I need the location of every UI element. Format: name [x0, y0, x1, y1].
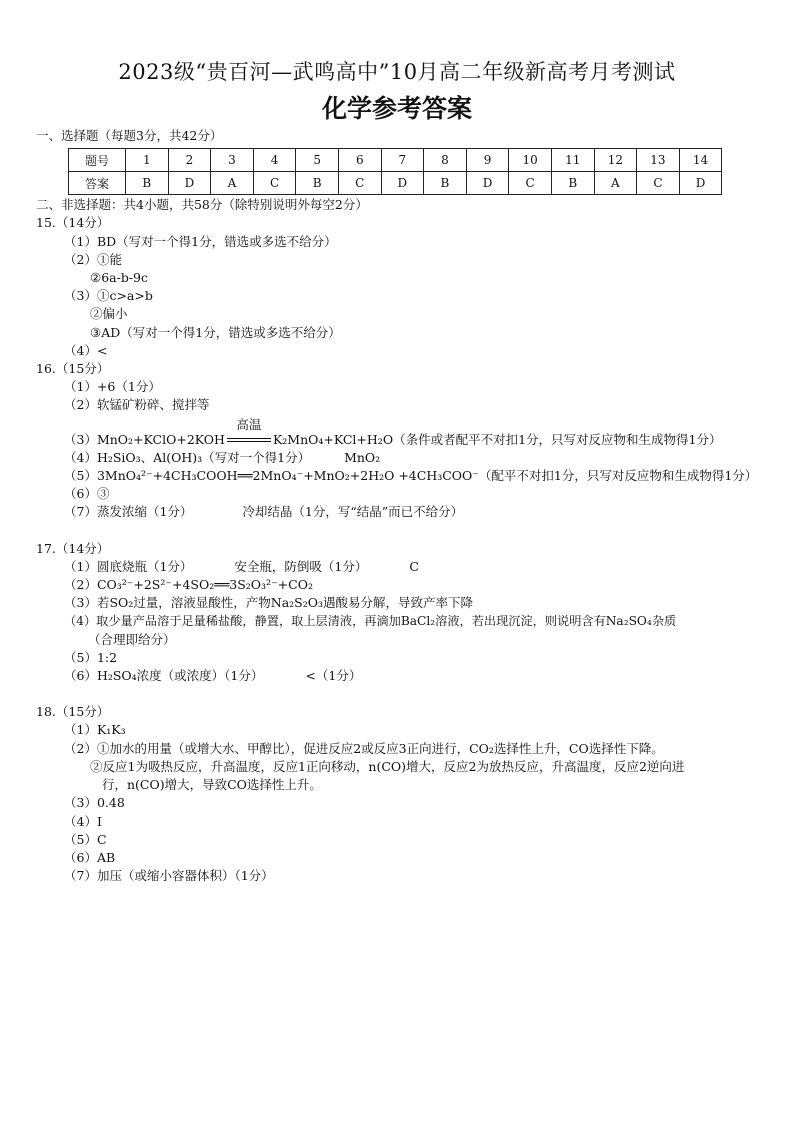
- q18-line: （7）加压（或缩小容器体积）（1分）: [64, 868, 274, 884]
- mc-heading: 一、选择题（每题3分，共42分）: [36, 128, 223, 143]
- mc-answer-table: [68, 148, 722, 195]
- equation-products: K₂MnO₄+KCl+H₂O（条件或者配平不对扣1分，只写对反应物和生成物得1分）: [272, 431, 722, 447]
- q17-line-part: C: [409, 558, 419, 574]
- table-cell: 6: [338, 149, 381, 172]
- q16-line: [36, 449, 776, 467]
- q18-heading: 18.（15分）: [36, 704, 110, 720]
- reaction-condition: [225, 416, 273, 449]
- table-cell: C: [338, 172, 381, 195]
- table-cell: 1: [126, 149, 169, 172]
- nonmc-heading: 二、非选择题：共4小题，共58分（除特别说明外每空2分）: [36, 197, 368, 213]
- q18-line: （4）I: [64, 813, 102, 829]
- table-cell: 13: [637, 149, 680, 172]
- q17-line: [36, 558, 776, 576]
- table-cell: 12: [594, 149, 637, 172]
- q15-line: （2）①能: [64, 251, 122, 267]
- row-label-number: 题号: [69, 149, 126, 172]
- q16-line: （6）③: [64, 486, 110, 502]
- table-cell: 10: [509, 149, 552, 172]
- q16-equation-line: [36, 416, 776, 449]
- q17-line: （2）CO₃²⁻+2S²⁻+4SO₂══3S₂O₃²⁻+CO₂: [64, 577, 313, 593]
- table-cell: D: [168, 172, 211, 195]
- table-cell: D: [679, 172, 722, 195]
- q18-line: （2）①加水的用量（或增大水、甲醇比），促进反应2或反应3正向进行，CO₂选择性上升，CO选择性下降。: [64, 740, 664, 756]
- equation-reactants: （3）MnO₂+KClO+2KOH: [64, 431, 225, 447]
- q16-line: （1）+6（1分）: [64, 379, 161, 395]
- table-cell: D: [381, 172, 424, 195]
- q17-line-part: <（1分）: [305, 668, 362, 684]
- table-cell: A: [211, 172, 254, 195]
- q17-line-part: （6）H₂SO₄浓度（或浓度）（1分）: [64, 668, 264, 684]
- q18-line: ②反应1为吸热反应，升高温度，反应1正向移动，n(CO)增大，反应2为放热反应，升高温度，反应2逆向进: [90, 758, 685, 774]
- q18-line: （3）0.48: [64, 795, 125, 811]
- table-cell: B: [126, 172, 169, 195]
- table-cell: B: [296, 172, 339, 195]
- table-cell: D: [466, 172, 509, 195]
- page-subtitle: 化学参考答案: [321, 94, 472, 123]
- q18-line: （6）AB: [64, 849, 116, 865]
- q15-heading: 15.（14分）: [36, 215, 110, 231]
- table-cell: B: [551, 172, 594, 195]
- q16-line-part: MnO₂: [344, 449, 381, 465]
- table-cell: 5: [296, 149, 339, 172]
- q17-line: （合理即给分）: [88, 631, 176, 647]
- q17-line-part: 安全瓶，防倒吸（1分）: [234, 558, 368, 574]
- table-row-answers: [69, 172, 722, 195]
- q18-line: （5）C: [64, 831, 107, 847]
- q15-line: ③AD（写对一个得1分，错选或多选不给分）: [90, 324, 341, 340]
- q15-line: ②6a-b-9c: [90, 270, 149, 286]
- q15-line: （3）①c>a>b: [64, 288, 153, 304]
- q17-line-part: （1）圆底烧瓶（1分）: [64, 558, 193, 574]
- table-cell: 4: [253, 149, 296, 172]
- q16-line-part: （7）蒸发浓缩（1分）: [64, 504, 193, 520]
- table-cell: 8: [424, 149, 467, 172]
- q18-line: 行，n(CO)增大，导致CO选择性上升。: [102, 777, 322, 793]
- table-cell: 2: [168, 149, 211, 172]
- equals-sign: [227, 438, 271, 442]
- row-label-answer: 答案: [69, 172, 126, 195]
- q16-heading: 16.（15分）: [36, 361, 110, 377]
- q17-heading: 17.（14分）: [36, 540, 110, 556]
- q16-line: [36, 503, 776, 521]
- table-cell: C: [509, 172, 552, 195]
- table-cell: A: [594, 172, 637, 195]
- q16-line: （2）软锰矿粉碎、搅拌等: [64, 397, 210, 413]
- table-cell: C: [637, 172, 680, 195]
- table-cell: B: [424, 172, 467, 195]
- q15-line: （1）BD（写对一个得1分，错选或多选不给分）: [64, 233, 337, 249]
- q15-line: ②偏小: [90, 306, 128, 322]
- page-title: 2023级“贵百河—武鸣高中”10月高二年级新高考月考测试: [118, 60, 676, 84]
- q16-line-part: （4）H₂SiO₃、Al(OH)₃（写对一个得1分）: [64, 449, 311, 465]
- table-row-numbers: [69, 149, 722, 172]
- q17-line: （5）1:2: [64, 649, 118, 665]
- table-cell: 7: [381, 149, 424, 172]
- table-cell: 9: [466, 149, 509, 172]
- table-cell: 11: [551, 149, 594, 172]
- q16-line: （5）3MnO₄²⁻+4CH₃COOH══2MnO₄⁻+MnO₂+2H₂O +4CH₃COO⁻（配平不对扣1分，只写对反应物和生成物得1分）: [64, 468, 758, 484]
- q17-line: [36, 667, 776, 685]
- table-cell: 3: [211, 149, 254, 172]
- q16-line-part: 冷却结晶（1分，写“结晶”而已不给分）: [242, 504, 464, 520]
- q18-line: （1）K₁K₃: [64, 722, 126, 738]
- condition-label: 高温: [236, 416, 262, 432]
- answer-content: [36, 127, 776, 885]
- q15-line: （4）<: [64, 342, 108, 358]
- table-cell: C: [253, 172, 296, 195]
- q17-line: （4）取少量产品溶于足量稀盐酸，静置，取上层清液，再滴加BaCl₂溶液，若出现沉淀，则说明含有Na₂SO₄杂质: [64, 614, 677, 629]
- table-cell: 14: [679, 149, 722, 172]
- q17-line: （3）若SO₂过量，溶液显酸性，产物Na₂S₂O₃遇酸易分解，导致产率下降: [64, 595, 474, 611]
